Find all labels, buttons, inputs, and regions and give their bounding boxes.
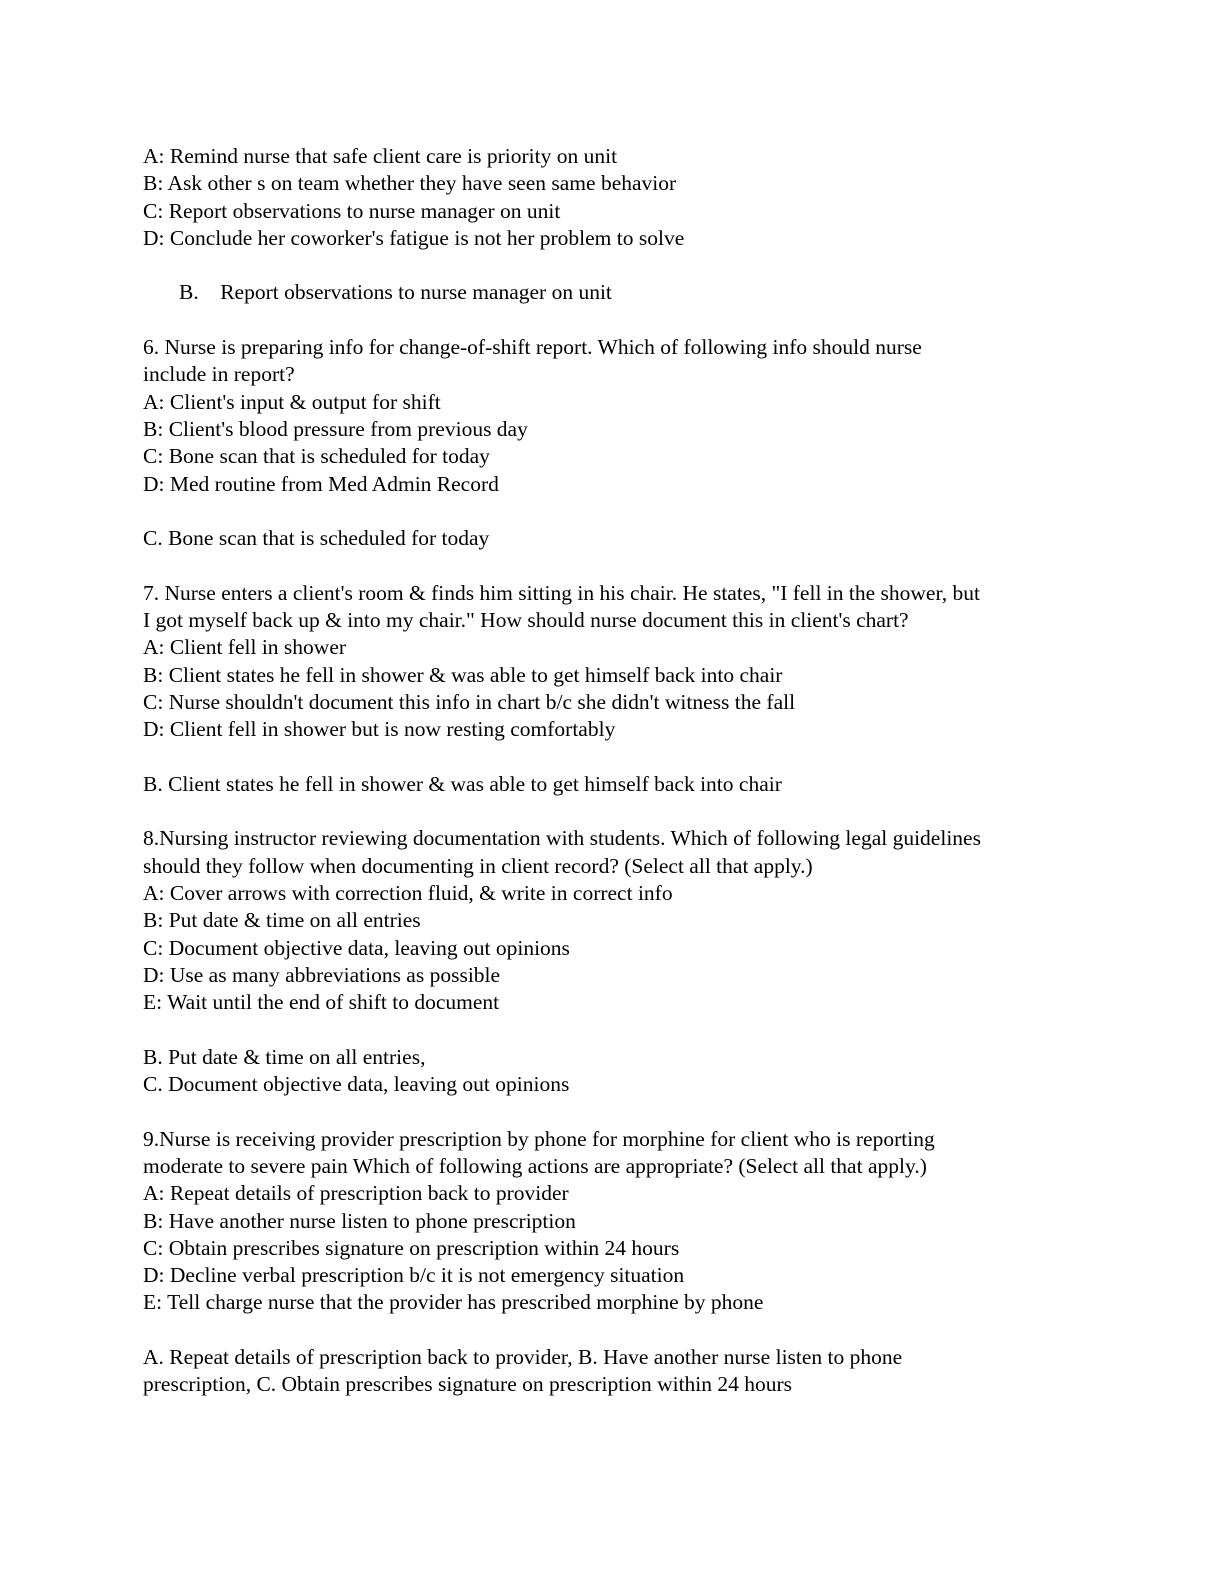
option-a: A: Client's input & output for shift	[143, 389, 441, 414]
option-a: A: Remind nurse that safe client care is priority on unit	[143, 144, 618, 168]
option-e: E: Wait until the end of shift to document	[143, 990, 500, 1015]
answer: B. Report observations to nurse manager on unit	[179, 280, 612, 305]
option-b: B: Ask other s on team whether they have seen same behavior	[143, 171, 677, 196]
option-d: D: Med routine from Med Admin Record	[143, 471, 499, 496]
question-text: 6. Nurse is preparing info for change-of-shift report. Which of following info should nurse	[143, 335, 922, 360]
option-c: C: Nurse shouldn't document this info in chart b/c she didn't witness the fall	[143, 689, 796, 714]
option-c: C: Document objective data, leaving out opinions	[143, 935, 570, 960]
option-d: D: Use as many abbreviations as possible	[143, 962, 501, 987]
option-b: B: Put date & time on all entries	[143, 908, 421, 933]
spacer	[143, 252, 1083, 279]
question-text: should they follow when documenting in client record? (Select all that apply.)	[143, 853, 813, 878]
answer: C. Document objective data, leaving out opinions	[143, 1072, 570, 1097]
answer: C. Bone scan that is scheduled for today	[143, 526, 490, 551]
question-text: include in report?	[143, 362, 295, 387]
question-text: 7. Nurse enters a client's room & finds him sitting in his chair. He states, "I fell in the shower, but	[143, 580, 980, 605]
option-c: C: Obtain prescribes signature on prescription within 24 hours	[143, 1235, 680, 1260]
spacer	[143, 498, 1083, 525]
option-c: C: Report observations to nurse manager on unit	[143, 198, 561, 223]
question-8	[143, 825, 1083, 1098]
option-a: A: Client fell in shower	[143, 635, 347, 660]
option-d: D: Decline verbal prescription b/c it is not emergency situation	[143, 1263, 685, 1288]
document-page	[143, 143, 1083, 1399]
option-d: D: Client fell in shower but is now resting comfortably	[143, 717, 616, 742]
option-d: D: Conclude her coworker's fatigue is not her problem to solve	[143, 225, 685, 250]
question-text: moderate to severe pain Which of following actions are appropriate? (Select all that apply.)	[143, 1153, 927, 1178]
question-text: 9.Nurse is receiving provider prescription by phone for morphine for client who is reporting	[143, 1126, 935, 1151]
spacer	[143, 1317, 1083, 1344]
spacer	[143, 744, 1083, 771]
spacer	[143, 1017, 1083, 1044]
option-a: A: Repeat details of prescription back to provider	[143, 1181, 569, 1206]
answer: B. Client states he fell in shower & was able to get himself back into chair	[143, 771, 782, 796]
option-c: C: Bone scan that is scheduled for today	[143, 444, 490, 469]
question-text: 8.Nursing instructor reviewing documentation with students. Which of following legal guidelines	[143, 826, 981, 851]
spacer	[143, 798, 1083, 825]
spacer	[143, 552, 1083, 579]
spacer	[143, 307, 1083, 334]
option-b: B: Have another nurse listen to phone prescription	[143, 1208, 576, 1233]
answer: A. Repeat details of prescription back to provider, B. Have another nurse listen to phone	[143, 1345, 903, 1370]
question-text: I got myself back up & into my chair." How should nurse document this in client's chart?	[143, 608, 909, 633]
answer: B. Put date & time on all entries,	[143, 1044, 426, 1069]
question-9	[143, 1126, 1083, 1399]
question-7	[143, 580, 1083, 798]
option-b: B: Client states he fell in shower & was able to get himself back into chair	[143, 662, 783, 687]
option-e: E: Tell charge nurse that the provider has prescribed morphine by phone	[143, 1290, 764, 1315]
option-b: B: Client's blood pressure from previous day	[143, 416, 528, 441]
question-6	[143, 334, 1083, 552]
option-a: A: Cover arrows with correction fluid, & write in correct info	[143, 881, 673, 906]
question-5	[143, 143, 1083, 307]
answer: prescription, C. Obtain prescribes signature on prescription within 24 hours	[143, 1372, 793, 1397]
spacer	[143, 1098, 1083, 1125]
